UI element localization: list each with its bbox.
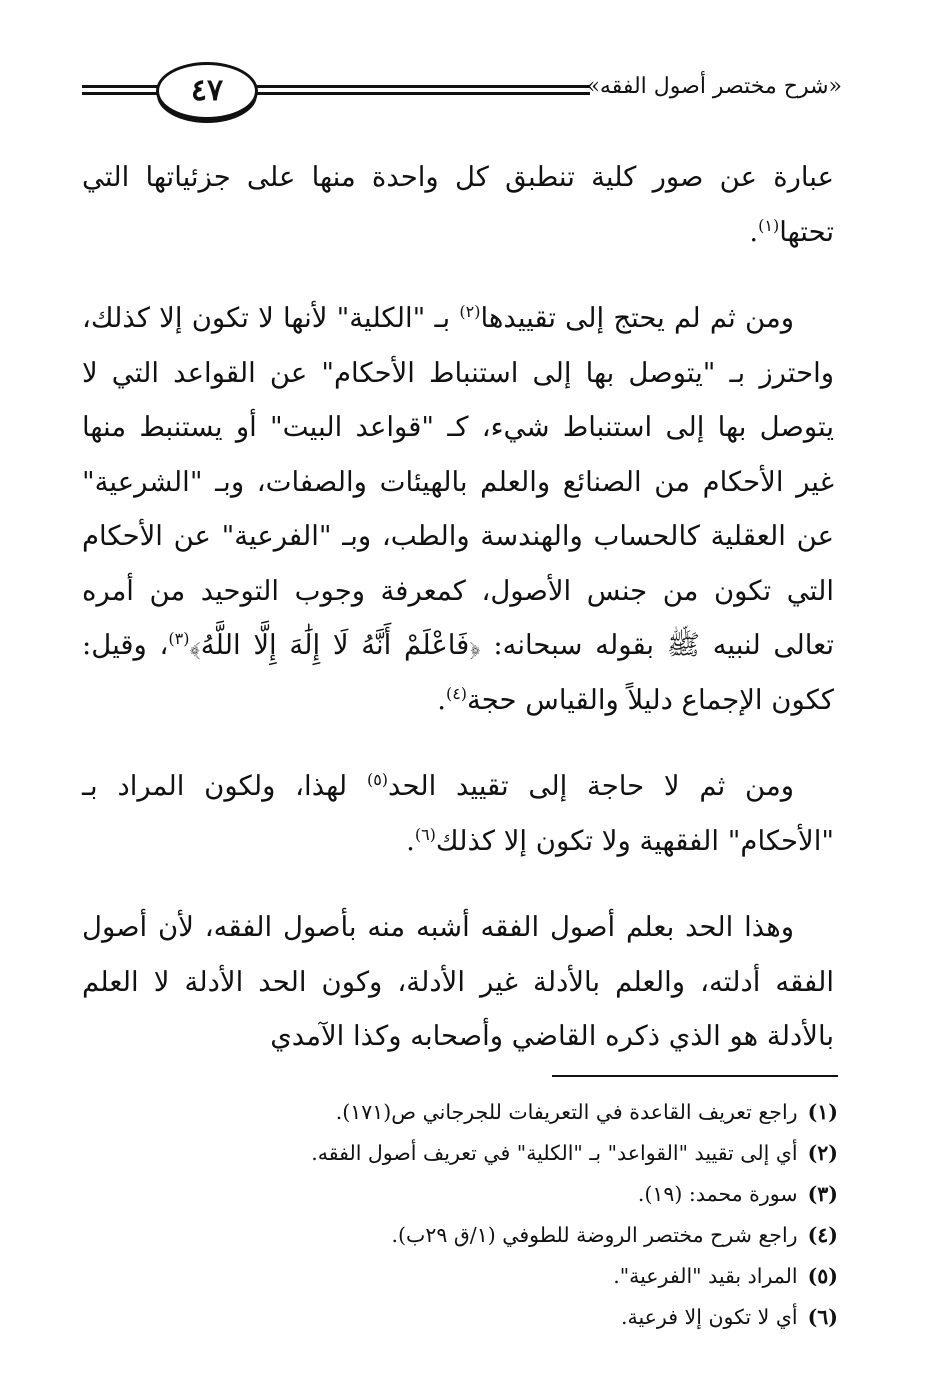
- page-header: [82, 58, 842, 132]
- paragraph-4: [82, 900, 834, 1064]
- footnote-text: المراد بقيد "الفرعية".: [613, 1264, 798, 1288]
- running-title: «شرح مختصر أصول الفقه»: [586, 74, 842, 99]
- footnote-item: [138, 1297, 838, 1338]
- footnote-item: [138, 1215, 838, 1256]
- paragraph-text: وهذا الحد بعلم أصول الفقه أشبه منه بأصول الفقه، لأن أصول الفقه أدلته، والعلم بالأدلة غير الأدلة، وكون الحد الأدلة لا العلم بالأدلة هو الذي ذكره القاضي وأصحابه وكذا الآمدي: [82, 911, 834, 1052]
- footnote-number: (٦): [807, 1305, 838, 1329]
- footnote-number: (٣): [807, 1182, 838, 1206]
- header-rule: [250, 85, 590, 88]
- footnote-ref: (٣): [168, 628, 190, 648]
- footnote-item: [138, 1092, 838, 1133]
- paragraph-text: ومن ثم لم يحتج إلى تقييدها: [480, 302, 794, 334]
- main-text: [82, 150, 834, 1064]
- footnote-ref: (٢): [459, 301, 481, 321]
- paragraph-text: بـ "الكلية" لأنها لا تكون إلا كذلك، واحترز بـ "يتوصل بها إلى استنباط الأحكام" عن القواعد التي لا يتوصل بها إلى استنباط شيء، كـ "قواعد البيت" أو يستنبط منها غير الأحكام من الصنائع والعلم بالهيئات والصفات، وبـ "الشرعية" عن العقلية كالحساب والهندسة والطب، وبـ "الفرعية" عن الأحكام التي تكون من جنس الأصول، كمعرفة وجوب التوحيد من أمره تعالى لنبيه ﷺ بقوله سبحانه: ﴿فَاعْلَمْ أَنَّهُ لَا إِلَٰهَ إِلَّا اللَّهُ﴾: [82, 302, 835, 661]
- footnote-number: (١): [807, 1100, 838, 1124]
- footnote-text: أي لا تكون إلا فرعية.: [620, 1305, 798, 1329]
- footnote-number: (٢): [807, 1141, 838, 1165]
- footnote-text: راجع تعريف القاعدة في التعريفات للجرجاني ص(١٧١).: [335, 1100, 798, 1124]
- footnote-text: أي إلى تقييد "القواعد" بـ "الكلية" في تعريف أصول الفقه.: [311, 1141, 798, 1165]
- paragraph-text: لهذا، ولكون المراد بـ "الأحكام" الفقهية ولا تكون إلا كذلك: [82, 770, 834, 857]
- footnote-text: راجع شرح مختصر الروضة للطوفي (١/ق ٢٩ب).: [391, 1223, 798, 1247]
- page-number: ٤٧: [190, 73, 224, 108]
- header-rule: [250, 92, 590, 95]
- footnotes: [138, 1092, 838, 1338]
- paragraph-1: [82, 150, 834, 259]
- header-rule: [82, 92, 162, 95]
- footnote-number: (٥): [807, 1264, 838, 1288]
- paragraph-2: [82, 291, 834, 727]
- footnote-ref: (١): [758, 215, 780, 235]
- paragraph-end: .: [406, 824, 415, 857]
- footnote-ref: (٥): [366, 769, 389, 789]
- footnote-text: سورة محمد: (١٩).: [637, 1182, 798, 1206]
- page-number-oval: [156, 62, 258, 120]
- paragraph-text: عبارة عن صور كلية تنطبق كل واحدة منها على جزئياتها التي تحتها: [82, 161, 834, 248]
- footnote-item: [138, 1174, 838, 1215]
- header-rule: [82, 85, 162, 88]
- footnote-separator: [552, 1075, 838, 1077]
- paragraph-end: .: [749, 215, 759, 248]
- paragraph-text: ومن ثم لا حاجة إلى تقييد الحد: [388, 770, 794, 802]
- footnote-item: [138, 1133, 838, 1174]
- paragraph-3: [82, 759, 834, 868]
- footnote-ref: (٦): [414, 824, 436, 844]
- footnote-item: [138, 1256, 838, 1297]
- footnote-number: (٤): [807, 1223, 838, 1247]
- paragraph-end: .: [437, 683, 446, 716]
- paragraph-text: ، وقيل: ككون الإجماع دليلاً والقياس حجة: [82, 629, 834, 716]
- footnote-ref: (٤): [445, 683, 468, 703]
